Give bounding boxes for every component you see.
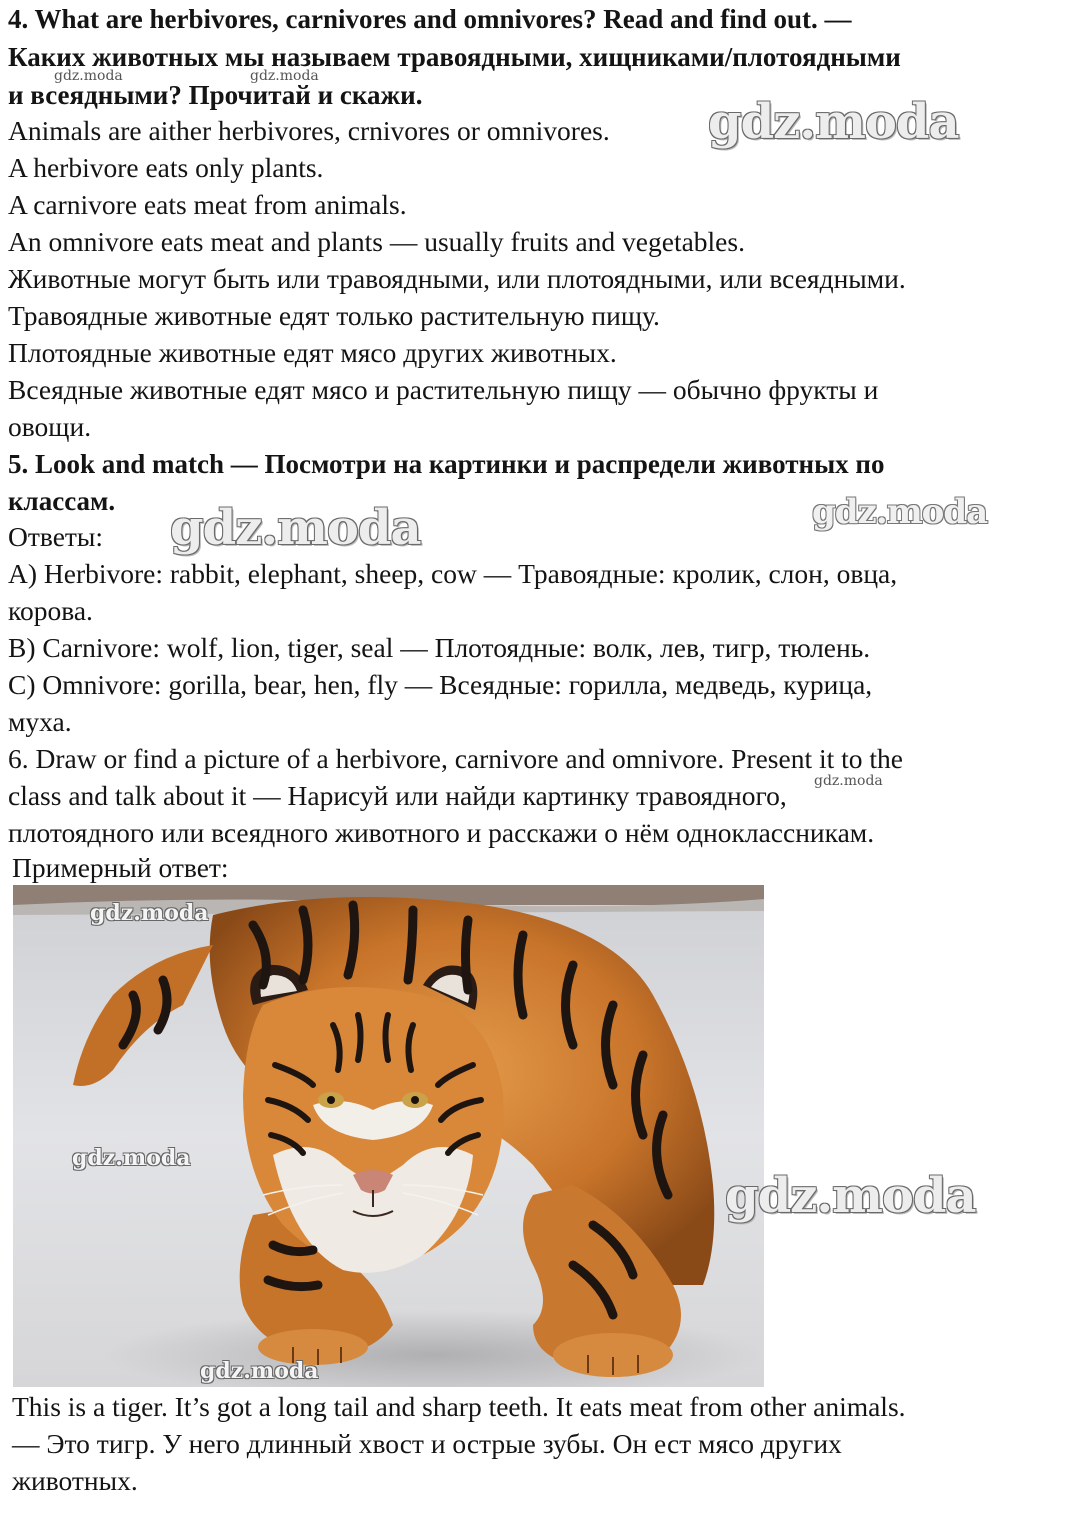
task4-ru-line: Плотоядные животные едят мясо других животных. [8,337,617,368]
task4-heading-line1: 4. What are herbivores, carnivores and omnivores? Read and find out. — [8,4,852,34]
task6-line: class and talk about it — Нарисуй или найди картинку травоядного, [8,780,787,811]
caption-line: This is a tiger. It’s got a long tail and sharp teeth. It eats meat from other animals. [12,1391,906,1422]
task4-ru-line: Животные могут быть или травоядными, или плотоядными, или всеядными. [8,263,906,294]
task5-heading-line2: классам. [8,486,116,516]
watermark: gdz.moda [812,492,988,532]
task4-ru-line: овощи. [8,411,92,442]
tiger-photo [13,885,764,1387]
watermark: gdz.moda [54,68,123,84]
tiger-illustration [13,885,764,1387]
task5-heading-line1: 5. Look and match — Посмотри на картинки и распредели животных по [8,449,885,479]
task4-en-line: A herbivore eats only plants. [8,152,324,183]
task6-sample-label: Примерный ответ: [12,852,229,883]
task6-line: плотоядного или всеядного животного и расскажи о нём одноклассникам. [8,817,875,848]
caption-line: животных. [12,1465,138,1496]
task5-answer-line: муха. [8,706,72,737]
task4-ru-line: Всеядные животные едят мясо и растительную пищу — обычно фрукты и [8,374,879,405]
task5-answer-line: A) Herbivore: rabbit, elephant, sheep, cow — Травоядные: кролик, слон, овца, [8,558,898,589]
task5-answers-label: Ответы: [8,521,104,552]
watermark: gdz.moda [725,1168,976,1224]
caption-line: — Это тигр. У него длинный хвост и острые зубы. Он ест мясо других [12,1428,842,1459]
watermark: gdz.moda [72,1145,191,1171]
task4-en-line: A carnivore eats meat from animals. [8,189,407,220]
task4-heading-line2: Каких животных мы называем травоядными, хищниками/плотоядными [8,42,901,72]
watermark: gdz.moda [250,68,319,84]
watermark: gdz.moda [708,94,959,150]
watermark: gdz.moda [170,500,421,556]
watermark: gdz.moda [814,773,883,789]
task4-en-line: Animals are aither herbivores, crnivores or omnivores. [8,115,610,146]
task4-ru-line: Травоядные животные едят только растительную пищу. [8,300,660,331]
task6-line: 6. Draw or find a picture of a herbivore, carnivore and omnivore. Present it to the [8,743,903,774]
watermark: gdz.moda [90,900,209,926]
task5-answer-line: C) Omnivore: gorilla, bear, hen, fly — Всеядные: горилла, медведь, курица, [8,669,873,700]
task5-answer-line: B) Carnivore: wolf, lion, tiger, seal — Плотоядные: волк, лев, тигр, тюлень. [8,632,871,663]
task4-heading-line3: и всеядными? Прочитай и скажи. [8,80,423,110]
task5-answer-line: корова. [8,595,93,626]
task4-en-line: An omnivore eats meat and plants — usually fruits and vegetables. [8,226,745,257]
watermark: gdz.moda [200,1358,319,1384]
